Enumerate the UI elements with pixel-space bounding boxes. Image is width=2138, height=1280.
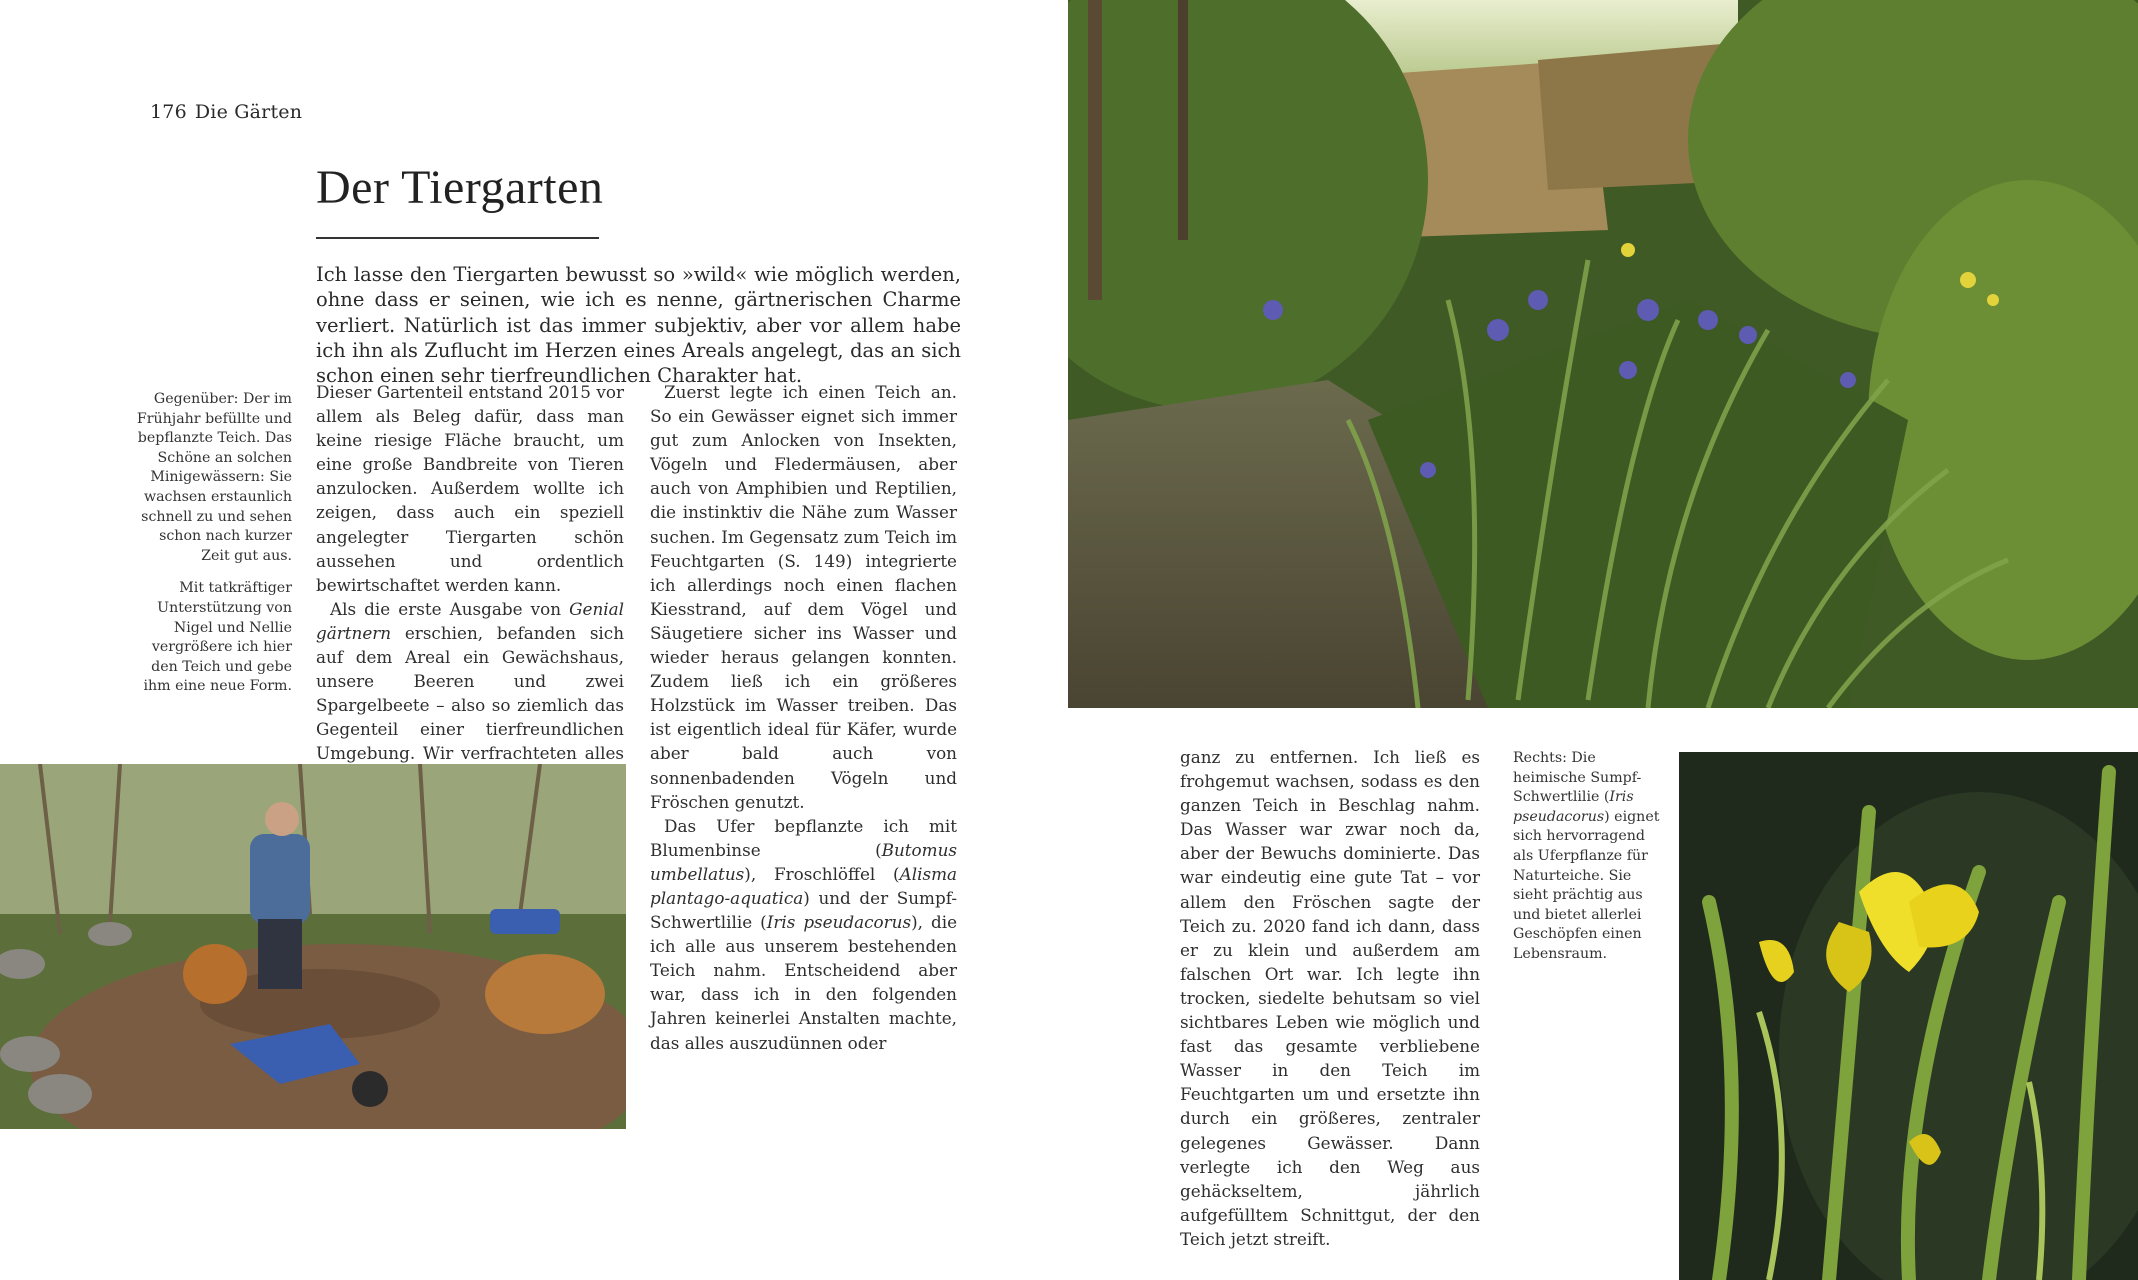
caption-dogs: Mit tatkräftiger Unterstützung von Nigel und Nellie vergrößere ich hier den Teich und gebe ihm eine neue Form. [143,580,292,695]
page-folio [150,101,310,123]
title-rule [316,237,599,239]
caption-iris-b: ) eignet sich hervorragend als Uferpflanze für Naturteiche. Sie sieht prächtig aus und bietet allerlei Geschöpfen einen Lebensraum. [1513,808,1660,962]
caption-iris-a: Rechts: Die heimische Sumpf-Schwertlilie ( [1513,750,1642,806]
caption-iris [1513,749,1663,965]
latin-name: Butomus umbellatus [650,839,957,884]
page-number: 176 [150,101,187,123]
body-paragraph-5: ganz zu entfernen. Ich ließ es frohgemut wachsen, sodass es den ganzen Teich in Beschlag nahm. Das Wasser war zwar noch da, aber der Bewuchs dominierte. Das war eindeutig eine gute Tat – vor allem den Fröschen sagte der Teich zu. 2020 fand ich dann, dass er zu klein und außerdem am falschen Ort war. Ich legte ihn trocken, siedelte behutsam so viel sichtbares Leben wie möglich und fast das gesamte verbliebene Wasser in den Teich im Feuchtgarten um und ersetzte ihn durch ein größeres, zentraler gelegenes Gewässer. Dann verlegte ich den Weg aus gehäckseltem, jährlich aufgefülltem Schnittgut, der den Teich jetzt streift. [1180,747,1480,1249]
body-paragraph-1: Dieser Gartenteil entstand 2015 vor allem als Beleg dafür, dass man keine riesige Fläche braucht, um eine große Bandbreite von Tieren anzulocken. Außerdem wollte ich zeigen, dass auch ein speziell angelegter Tiergarten schön aussehen und ordentlich bewirtschaftet werden kann. [316,382,624,595]
text-column-3 [1180,745,1480,1251]
p2-text-a: Als die erste Ausgabe von [330,598,570,619]
left-captions [130,390,292,710]
p2-text-b: erschien, befanden sich auf dem Areal ein Gewächshaus, unsere Beeren und zwei Spargelbeete – also so ziemlich das Gegenteil einer tierfreundlichen Umgebung. Wir verfrachteten alles [316,622,624,764]
p4-text-c: ) und der Sumpf-Schwertlilie ( [650,887,957,933]
yellow-iris-photo [1679,752,2138,1280]
book-title: Genial gärtnern [316,598,624,643]
caption-iris-latin: Iris pseudacorus [1513,789,1634,825]
page-title: Der Tiergarten [316,161,604,214]
intro-paragraph: Ich lasse den Tiergarten bewusst so »wild« wie möglich werden, ohne dass er seinen, wie ich es nenne, gärtnerischen Charme verliert. Natürlich ist das immer subjektiv, aber vor allem habe ich ihn als Zuflucht im Herzen eines Areals angelegt, das an sich schon einen sehr tierfreundlichen Charakter hat. [316,263,961,388]
latin-name: Alisma plantago-aquatica [650,863,957,908]
body-paragraph-3: Zuerst legte ich einen Teich an. So ein Gewässer eignet sich immer gut zum Anlocken von Insekten, Vögeln und Fledermäusen, aber auch von Amphibien und Reptilien, die instinktiv die Nähe zum Wasser suchen. Im Gegensatz zum Teich im Feuchtgarten (S. 149) integrierte ich allerdings noch einen flachen Kiesstrand, auf dem Vögel und Säugetiere sicher ins Wasser und wieder heraus gelangen konnten. Zudem ließ ich ein größeres Holzstück im Wasser treiben. Das ist eigentlich ideal für Käfer, wurde aber bald auch von sonnenbadenden Vögeln und Fröschen genutzt. [650,382,957,812]
p4-text-d: ), die ich alle aus unserem bestehenden Teich nahm. Entscheidend aber war, dass ich in den folgenden Jahren keinerlei Anstalten machte, das alles auszudünnen oder [650,912,958,1053]
p4-text-b: ), Froschlöffel ( [744,863,900,884]
caption-pond: Gegenüber: Der im Frühjahr befüllte und bepflanzte Teich. Das Schöne an solchen Minigewässern: Sie wachsen erstaunlich schnell zu und sehen schon nach kurzer Zeit gut aus. [136,391,292,564]
pond-garden-photo [1068,0,2138,708]
section-name: Die Gärten [194,101,303,123]
latin-name: Iris pseudacorus [766,912,912,933]
p4-text-a: Das Ufer bepflanzte ich mit Blumenbinse ( [650,815,957,860]
caption-iris-text [1513,749,1663,965]
text-column-2 [650,380,957,1055]
gardener-with-dogs-photo [0,764,626,1129]
body-paragraph-4 [650,814,957,1055]
